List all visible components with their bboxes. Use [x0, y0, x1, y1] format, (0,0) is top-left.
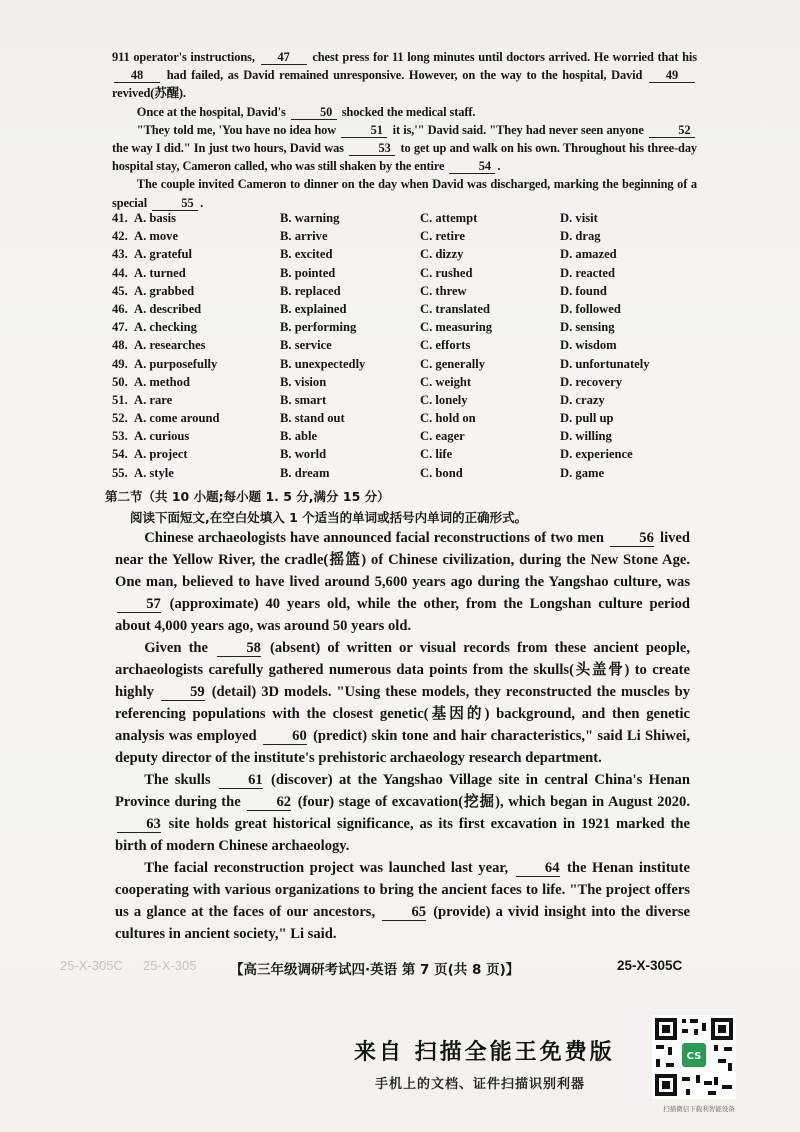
option-c: C. lonely [420, 392, 468, 407]
option-c: C. weight [420, 374, 472, 389]
question-number: 50. [112, 374, 128, 389]
option-d: D. pull up [560, 411, 614, 426]
option-a: A. purposefully [134, 356, 218, 371]
passage-paragraph-3: The skulls 61 (discover) at the Yangshao Village site in central China's Henan Province during the 62 (four) stage of excavation(挖掘), which began in August 2020. 63 site holds great historical significance, as its first excavation in 1921 marked the birth of modern Chinese archaeology. [115, 772, 691, 854]
blank-53: 53 [349, 142, 395, 156]
blank-54: 54 [449, 160, 495, 174]
option-d: D. game [560, 465, 605, 480]
option-d: D. recovery [560, 374, 623, 389]
option-b: B. world [280, 447, 327, 462]
option-row [112, 264, 702, 282]
cloze-paragraph-4: The couple invited Cameron to dinner on the day when David was discharged, marking the beginning of a special 55 . [112, 177, 697, 210]
option-a: A. come around [134, 411, 220, 426]
blank-55: 55 [152, 197, 198, 211]
qr-caption: 扫描微信下载利智能设备 [663, 1105, 735, 1113]
option-row [112, 245, 702, 263]
scanner-watermark-subtitle: 手机上的文档、证件扫描识别利器 [375, 1077, 586, 1092]
option-a: A. basis [134, 211, 176, 225]
cloze-paragraph-3: "They told me, 'You have no idea how 51 it is,'" David said. "They had never seen anyone 52 the way I did." In just two hours, David was 53 to get up and walk on his own. Throughout his three-day hospital stay, Cameron called, who was still shaken by the entire 54 . [112, 122, 698, 174]
option-row [112, 300, 702, 318]
option-a: A. grateful [134, 247, 193, 262]
page-footer [0, 958, 800, 982]
question-number: 46. [112, 301, 128, 316]
blank-62: 62 [247, 794, 291, 811]
grammar-fill-passage [115, 527, 690, 945]
question-number: 52. [112, 411, 128, 426]
blank-47: 47 [261, 51, 307, 65]
option-row [112, 445, 702, 463]
option-b: B. stand out [280, 411, 345, 426]
option-a: A. researches [134, 338, 206, 353]
option-row [112, 318, 702, 336]
option-c: C. life [420, 447, 453, 462]
option-b: B. vision [280, 374, 327, 389]
footer-bleed-code: 25-X-305C [60, 958, 123, 973]
footer-bleed-code-2: 25-X-305 [143, 958, 197, 973]
blank-48: 48 [114, 69, 160, 83]
option-b: B. excited [280, 247, 333, 262]
option-a: A. move [134, 229, 179, 244]
option-b: B. unexpectedly [280, 356, 366, 371]
option-a: A. rare [134, 392, 173, 407]
option-b: B. pointed [280, 265, 336, 280]
option-c: C. translated [420, 301, 490, 316]
option-c: C. attempt [420, 211, 478, 225]
option-c: C. generally [420, 356, 486, 371]
blank-52: 52 [649, 124, 695, 138]
option-row [112, 282, 702, 300]
option-b: B. performing [280, 320, 357, 335]
section-heading: 第二节（共 10 小题;每小题 1. 5 分,满分 15 分） [105, 489, 390, 504]
blank-59: 59 [161, 684, 205, 701]
option-c: C. hold on [420, 411, 476, 426]
cloze-passage-continued [112, 48, 697, 212]
option-b: B. replaced [280, 283, 341, 298]
passage-paragraph-2: Given the 58 (absent) of written or visual records from these ancient people, archaeologists carefully gathered numerous data points from the skulls(头盖骨) to create highly 59 (detail) 3D models. "Using these models, they reconstructed the muscles by referencing populations with the closest genetic(基因的) background, and then genetic analysis was employed 60 (predict) skin tone and hair characteristics," said Li Shiwei, deputy director of the institute's prehistoric archaeology research department. [115, 640, 691, 766]
blank-58: 58 [217, 640, 261, 657]
blank-64: 64 [516, 860, 560, 877]
option-d: D. sensing [560, 320, 615, 335]
option-b: B. warning [280, 211, 340, 225]
option-row [112, 209, 702, 227]
question-number: 54. [112, 447, 128, 462]
option-b: B. service [280, 338, 332, 353]
option-row [112, 427, 702, 445]
passage-paragraph-1: Chinese archaeologists have announced facial reconstructions of two men 56 lived near the Yellow River, the cradle(摇篮) of Chinese civilization, during the New Stone Age. One man, believed to have lived around 5,600 years ago during the Yangshao culture, was 57 (approximate) 40 years old, while the other, from the Longshan culture period about 4,000 years ago, was around 50 years old. [115, 530, 691, 634]
option-a: A. turned [134, 265, 186, 280]
option-d: D. crazy [560, 392, 605, 407]
option-a: A. style [134, 465, 174, 480]
question-number: 53. [112, 429, 128, 444]
option-b: B. arrive [280, 229, 328, 244]
option-a: A. curious [134, 429, 190, 444]
option-d: D. followed [560, 301, 621, 316]
option-b: B. dream [280, 465, 330, 480]
option-row [112, 227, 702, 245]
option-d: D. amazed [560, 247, 617, 262]
cloze-options [112, 209, 702, 482]
blank-56: 56 [610, 530, 654, 547]
option-d: D. visit [560, 211, 598, 225]
option-d: D. willing [560, 429, 612, 444]
blank-60: 60 [263, 728, 307, 745]
question-number: 47. [112, 320, 128, 335]
option-a: A. project [134, 447, 188, 462]
option-d: D. found [560, 283, 607, 298]
blank-51: 51 [341, 124, 387, 138]
option-d: D. drag [560, 229, 601, 244]
option-a: A. described [134, 301, 202, 316]
question-number: 45. [112, 283, 128, 298]
exam-code: 25-X-305C [617, 958, 683, 973]
option-c: C. measuring [420, 320, 493, 335]
option-c: C. retire [420, 229, 465, 244]
svg-text:CS: CS [686, 1051, 702, 1062]
option-d: D. wisdom [560, 338, 617, 353]
blank-61: 61 [219, 772, 263, 789]
blank-50: 50 [291, 106, 337, 120]
option-c: C. bond [420, 465, 463, 480]
blank-49: 49 [649, 69, 695, 83]
option-c: C. efforts [420, 338, 471, 353]
option-row [112, 336, 702, 354]
blank-57: 57 [117, 596, 161, 613]
option-c: C. rushed [420, 265, 473, 280]
option-c: C. threw [420, 283, 467, 298]
question-number: 49. [112, 356, 128, 371]
question-number: 41. [112, 211, 128, 225]
option-d: D. unfortunately [560, 356, 650, 371]
question-number: 55. [112, 465, 128, 480]
option-row [112, 409, 702, 427]
passage-paragraph-4: The facial reconstruction project was launched last year, 64 the Henan institute cooperating with various organizations to bring the ancient faces to life. "The project offers us a glance at the faces of our ancestors, 65 (provide) a vivid insight into the diverse cultures in ancient society," Li said. [115, 860, 691, 942]
option-d: D. experience [560, 447, 633, 462]
qr-code-icon[interactable] [652, 1015, 736, 1099]
option-b: B. explained [280, 301, 347, 316]
option-row [112, 373, 702, 391]
option-a: A. grabbed [134, 283, 195, 298]
cloze-paragraph-2: Once at the hospital, David's 50 shocked the medical staff. [136, 104, 476, 119]
footer-title: 【高三年级调研考试四·英语 第 7 页(共 8 页)】 [230, 962, 520, 978]
cloze-paragraph-1: 911 operator's instructions, 47 chest press for 11 long minutes until doctors arrived. He worried that his 48 had failed, as David remained unresponsive. However, on the way to the hospital, David 49 revived(苏醒). [112, 50, 697, 101]
option-b: B. able [280, 429, 318, 444]
option-c: C. eager [420, 429, 465, 444]
option-row [112, 391, 702, 409]
scanner-watermark-title: 来自 扫描全能王免费版 [354, 1039, 615, 1065]
question-number: 51. [112, 392, 128, 407]
option-b: B. smart [280, 392, 327, 407]
question-number: 48. [112, 338, 128, 353]
option-a: A. checking [134, 320, 197, 335]
option-row [112, 355, 702, 373]
option-c: C. dizzy [420, 247, 464, 262]
blank-63: 63 [117, 816, 161, 833]
question-number: 44. [112, 265, 128, 280]
question-number: 43. [112, 247, 128, 262]
blank-65: 65 [382, 904, 426, 921]
section-instruction: 阅读下面短文,在空白处填入 1 个适当的单词或括号内单词的正确形式。 [130, 510, 528, 525]
option-a: A. method [134, 374, 190, 389]
option-d: D. reacted [560, 265, 616, 280]
option-row [112, 464, 702, 482]
question-number: 42. [112, 229, 128, 244]
